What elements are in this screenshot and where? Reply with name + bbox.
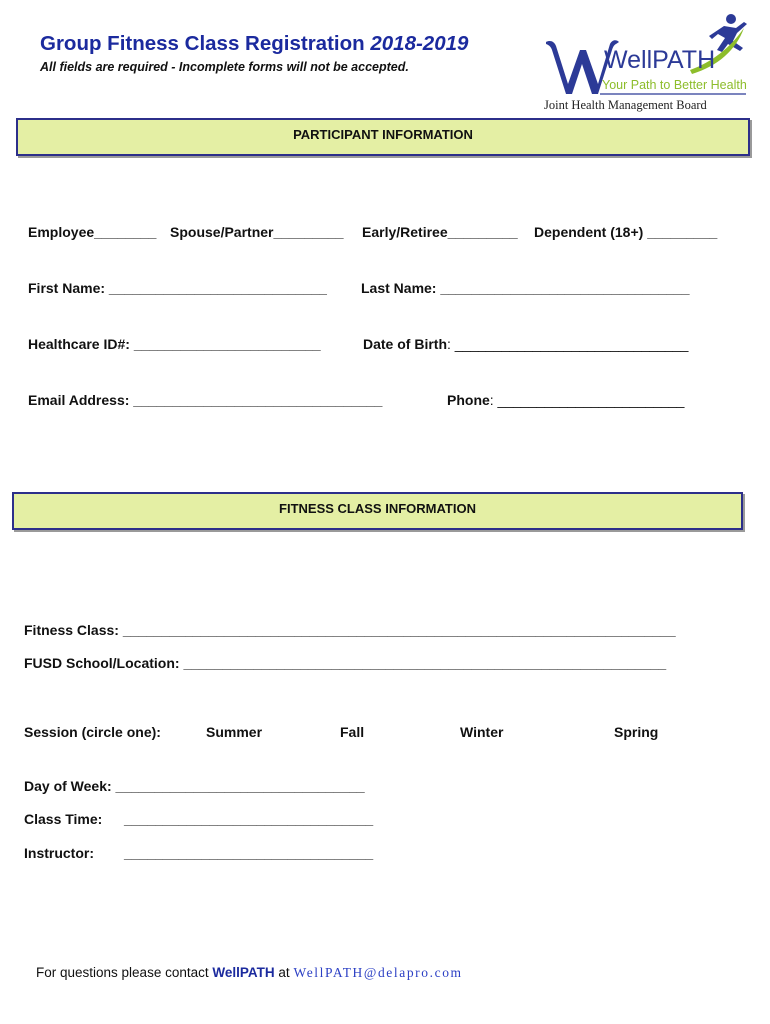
form-title [40,32,468,56]
last-name-field[interactable]: Last Name: ________________________________ [361,280,690,296]
participant-type-employee[interactable]: Employee________ [28,224,157,240]
session-option-summer[interactable]: Summer [206,724,263,740]
date-of-birth-label: Date of Birth [363,336,447,352]
instructor-label: Instructor: [24,845,94,861]
footer-email-link[interactable]: WellPATH@delapro.com [293,965,463,980]
fitness-class-field[interactable]: Fitness Class: _______________________________________________________________________ [24,622,676,638]
logo-name: WellPATH [604,46,716,74]
first-name-field[interactable]: First Name: ____________________________ [28,280,327,296]
footer-at: at [278,965,290,980]
participant-section-header: PARTICIPANT INFORMATION [16,118,750,156]
healthcare-id-field[interactable]: Healthcare ID#: ________________________ [28,336,321,352]
session-option-fall[interactable]: Fall [340,724,365,740]
fitness-section-header: FITNESS CLASS INFORMATION [12,492,743,530]
session-label: Session (circle one): [24,724,161,740]
participant-type-retiree[interactable]: Early/Retiree_________ [362,224,518,240]
form-title-years: 2018-2019 [370,32,469,55]
date-of-birth-field[interactable] [363,336,688,352]
phone-label: Phone [447,392,490,408]
instructor-blank[interactable]: ________________________________ [124,845,374,861]
participant-type-dependent[interactable]: Dependent (18+) _________ [534,224,718,240]
session-option-spring[interactable]: Spring [614,724,659,740]
contact-footer [36,965,463,981]
logo-tagline: Your Path to Better Health [602,78,747,92]
form-subtitle: All fields are required - Incomplete forms will not be accepted. [40,60,409,74]
logo-board-name: Joint Health Management Board [544,98,707,112]
footer-brand: WellPATH [212,965,275,980]
class-time-label: Class Time: [24,811,103,827]
email-field[interactable]: Email Address: ________________________________ [28,392,383,408]
class-time-blank[interactable]: ________________________________ [124,811,374,827]
footer-prefix: For questions please contact [36,965,209,980]
session-option-winter[interactable]: Winter [460,724,504,740]
school-location-field[interactable]: FUSD School/Location: ______________________________________________________________ [24,655,667,671]
phone-blank[interactable]: : ________________________ [489,392,685,408]
date-of-birth-blank[interactable]: : ______________________________ [447,336,689,352]
phone-field[interactable] [447,392,684,408]
day-of-week-field[interactable]: Day of Week: ________________________________ [24,778,365,794]
participant-type-spouse[interactable]: Spouse/Partner_________ [170,224,344,240]
form-title-text: Group Fitness Class Registration [40,32,365,55]
